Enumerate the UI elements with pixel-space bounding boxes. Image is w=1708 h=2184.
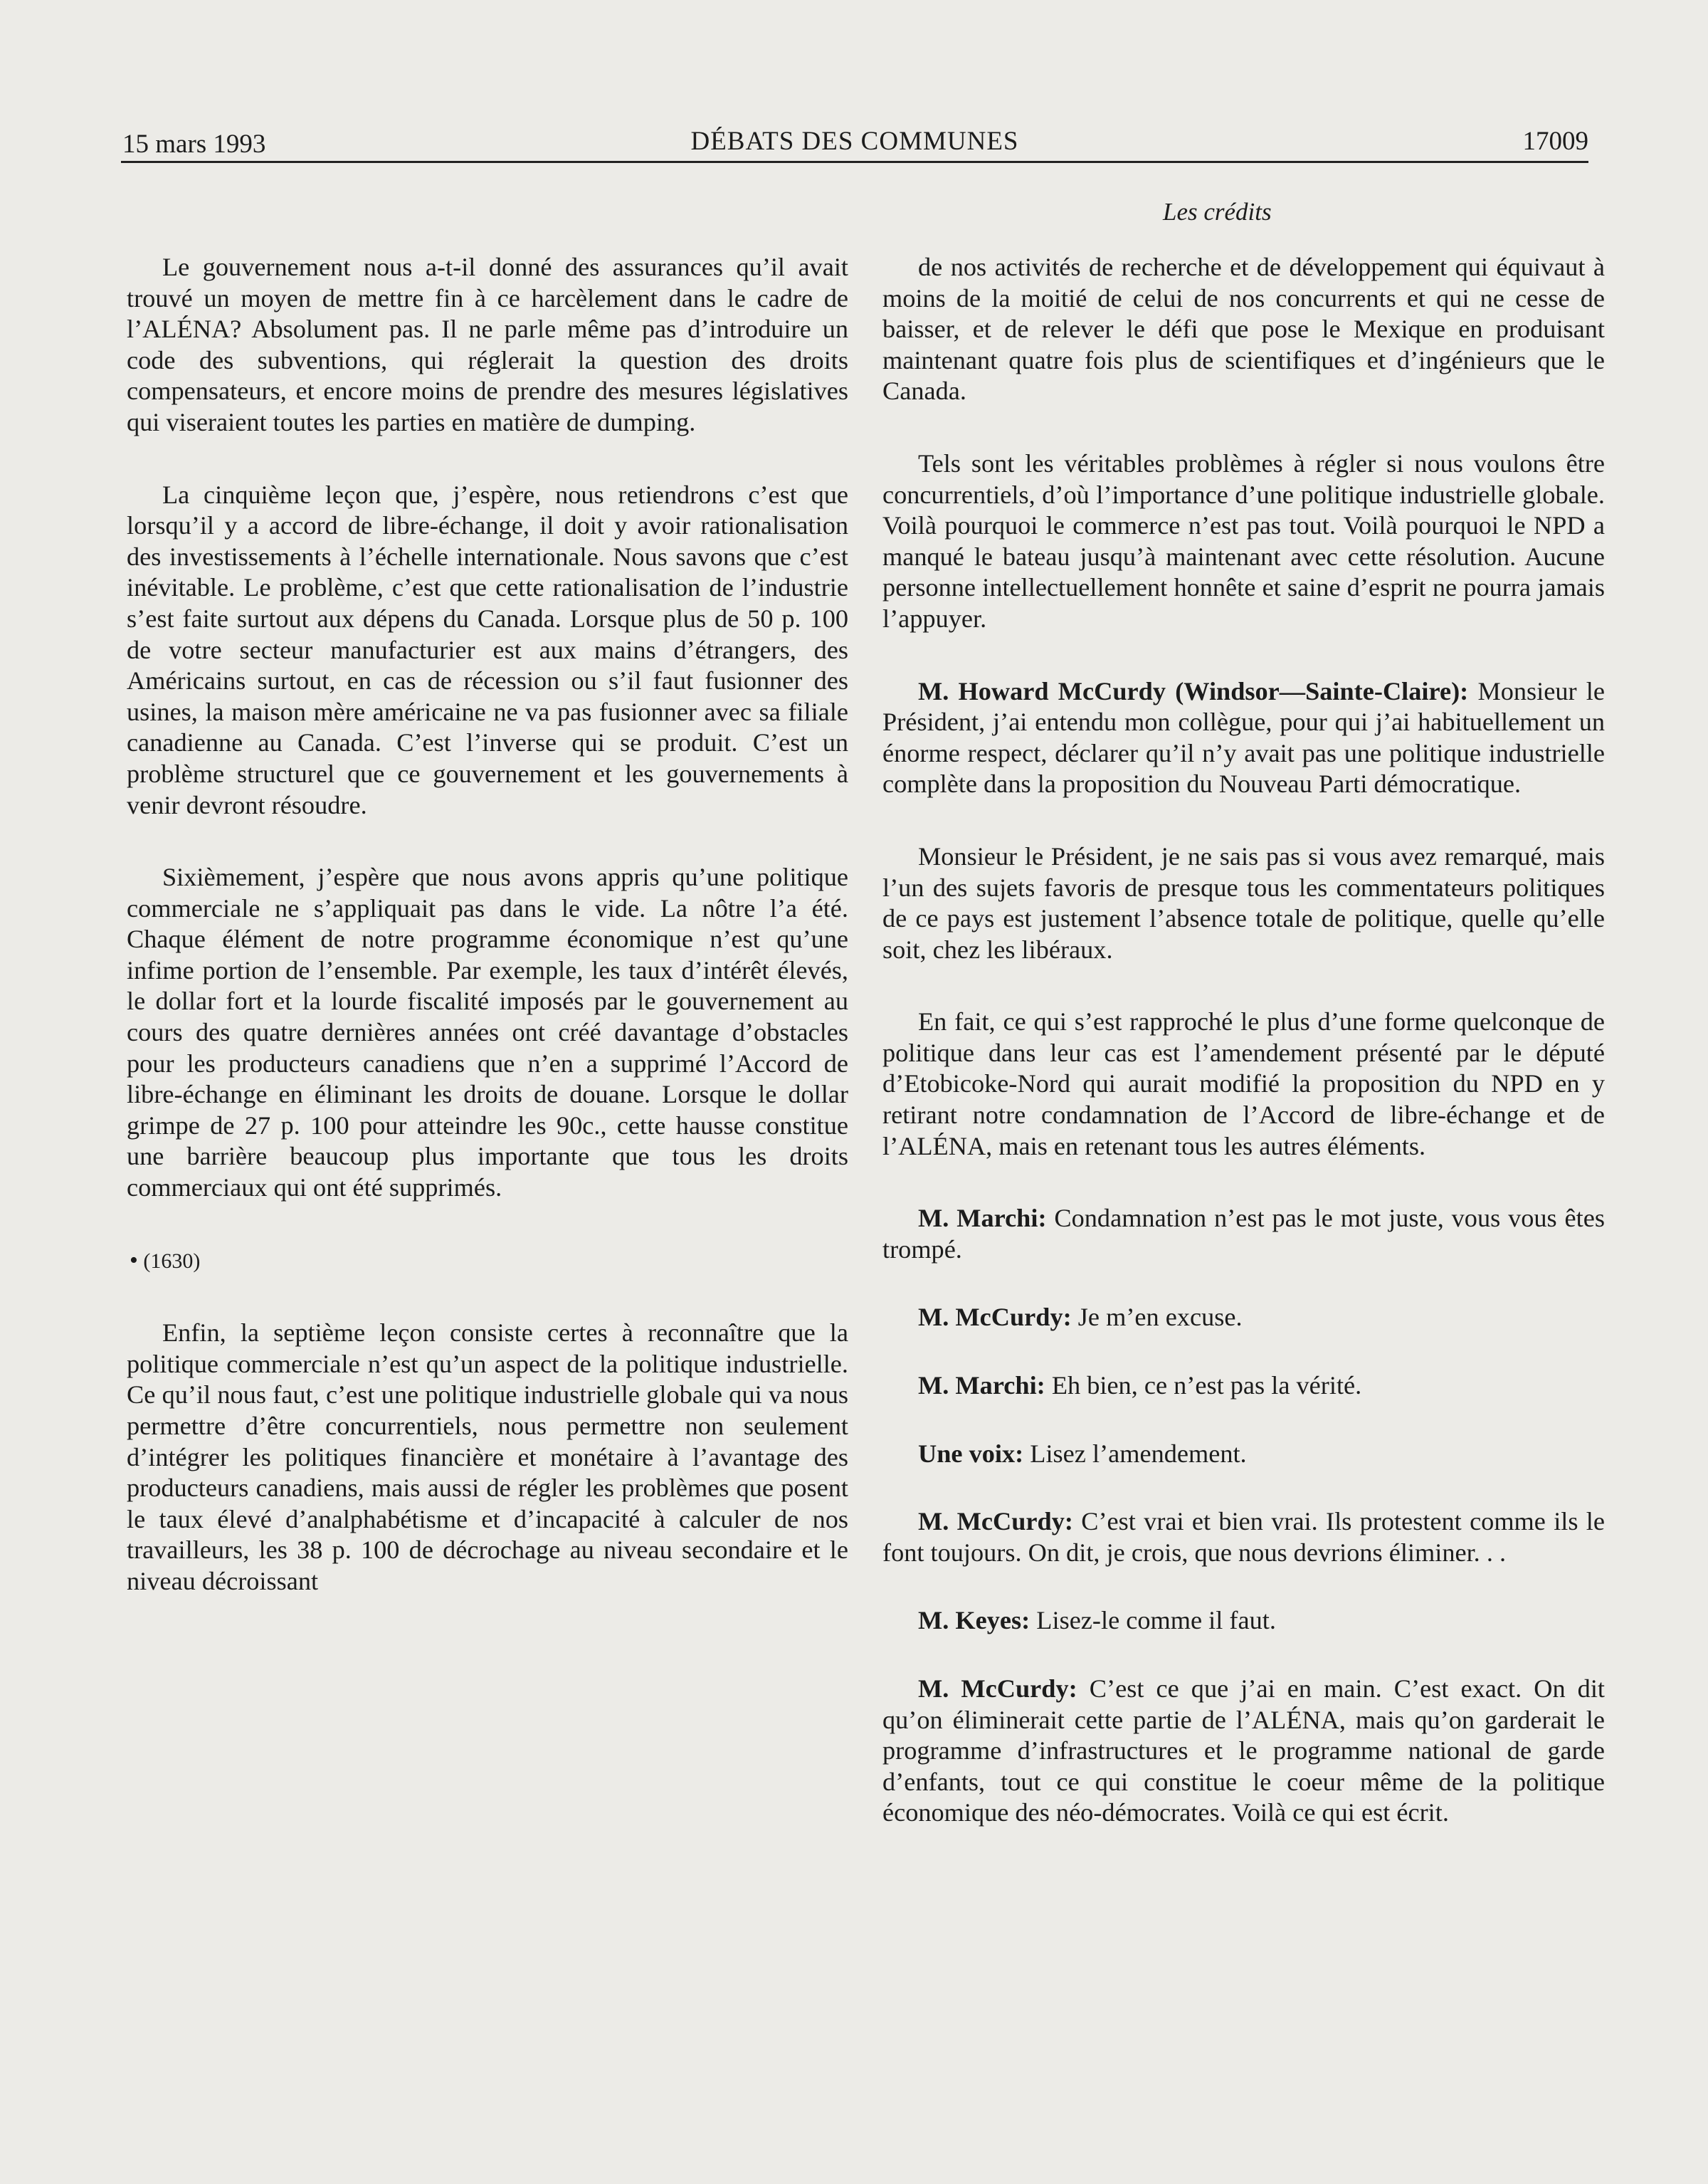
paragraph: Sixièmement, j’espère que nous avons appris qu’une politique commerciale ne s’appliquait pas dans le vide. La nôtre l’a été. Chaque élément de notre programme économique n’est qu’une infime portion de l’ensemble. Par exemple, les taux d’intérêt élevés, le dollar fort et la lourde fiscalité imposés par le gouvernement au cours des quatre dernières années ont créé davantage d’obstacles pour les producteurs canadiens que n’en a supprimé l’Accord de libre-échange en éliminant les droits de douane. Lorsque le dollar grimpe de 27 p. 100 pour atteindre les 90c., cette hausse constitue une barrière beaucoup plus importante que tous les droits commerciaux qui ont été supprimés. [127,863,848,1202]
speech [882,1506,1605,1568]
bullet-icon: • [130,1246,138,1274]
speech-text: Lisez l’amendement. [1023,1439,1247,1468]
speaker-name: M. Marchi: [918,1371,1045,1400]
right-column [882,252,1605,1829]
speech-text: Condamnation n’est pas le mot juste, vous vous êtes trompé. [882,1204,1605,1264]
speech [882,1203,1605,1265]
speech-text: Je m’en excuse. [1071,1303,1243,1332]
paragraph: Enfin, la septième leçon consiste certes à reconnaître que la politique commerciale n’est qu’un aspect de la politique industrielle. Ce qu’il nous faut, c’est une politique industrielle globale qui va nous permettre d’être concurrentiels, nous permettre non seulement d’intégrer les politiques financière et monétaire à l’avantage des producteurs canadiens, mais aussi de régler les problèmes que posent le taux élevé d’analphabétisme et d’incapacité à calculer de nos travailleurs, les 38 p. 100 de décrochage au niveau secondaire et le niveau décroissant [127,1318,848,1595]
speaker-name: M. McCurdy: [918,1674,1077,1703]
speaker-name: M. Howard McCurdy (Windsor—Sainte-Claire): [918,676,1469,705]
speech [882,1674,1605,1829]
speech-text: Monsieur le Président, j’ai entendu mon collègue, pour qui j’ai habituellement un énorme respect, déclarer qu’il n’y avait pas une politique industrielle complète dans la proposition du Nouveau Parti démocratique. [882,676,1605,799]
speaker-name: Une voix: [918,1439,1024,1468]
speech-text: C’est ce que j’ai en main. C’est exact. On dit qu’on éliminerait cette partie de l’ALÉNA, mais qu’on garderait le programme d’infrastructures et le programme national de garde d’enfants, tout ce qui constitue le coeur même de la politique économique des néo-démocrates. Voilà ce qui est écrit. [882,1674,1605,1827]
header-date: 15 mars 1993 [122,130,266,159]
speech [882,1605,1605,1637]
speech [882,1302,1605,1333]
page-header [121,122,1588,163]
paragraph: Tels sont les véritables problèmes à régler si nous voulons être concurrentiels, d’où l’importance d’une politique industrielle globale. Voilà pourquoi le commerce n’est pas tout. Voilà pourquoi le NPD a manqué le bateau jusqu’à maintenant avec cette résolution. Aucune personne intellectuellement honnête et saine d’esprit ne pourra jamais l’appuyer. [882,448,1605,633]
speaker-name: M. McCurdy: [918,1507,1073,1536]
speech [882,1439,1605,1470]
speech-text: Lisez-le comme il faut. [1030,1606,1276,1635]
paragraph: Monsieur le Président, je ne sais pas si vous avez remarqué, mais l’un des sujets favoris de presque tous les commentateurs politiques de ce pays est justement l’absence totale de politique, quelle qu’elle soit, chez les libéraux. [882,841,1605,964]
paragraph: En fait, ce qui s’est rapproché le plus d’une forme quelconque de politique dans leur cas est l’amendement présenté par le député d’Etobicoke-Nord qui aurait modifié la proposition du NPD en y retirant notre condamnation de l’Accord de libre-échange et de l’ALÉNA, mais en retenant tous les autres éléments. [882,1007,1605,1160]
speaker-name: M. McCurdy: [918,1303,1072,1332]
paragraph: La cinquième leçon que, j’espère, nous retiendrons c’est que lorsqu’il y a accord de libre-échange, il doit y avoir rationalisation des investissements à l’échelle internationale. Nous savons que c’est inévitable. Le problème, c’est que cette rationalisation de l’industrie s’est faite surtout aux dépens du Canada. Lorsque plus de 50 p. 100 de votre secteur manufacturier est aux mains d’étrangers, des Américains surtout, en cas de récession ou s’il faut fusionner des usines, la maison mère américaine ne va pas fusionner avec sa filiale canadienne au Canada. C’est l’inverse qui se produit. C’est un problème structurel que ce gouvernement et les gouvernements à venir devront résoudre. [127,480,848,819]
speech [882,1370,1605,1402]
header-title: DÉBATS DES COMMUNES [690,127,1019,156]
header-page-number: 17009 [1522,127,1588,156]
speaker-name: M. Keyes: [918,1606,1030,1635]
speech [882,676,1605,800]
speech-text: C’est vrai et bien vrai. Ils protestent comme ils le font toujours. On dit, je crois, que nous devrions éliminer. . . [882,1507,1606,1567]
section-subheading: Les crédits [1163,198,1272,226]
time-marker-text: (1630) [143,1249,201,1273]
speaker-name: M. Marchi: [918,1204,1047,1233]
speech-text: Eh bien, ce n’est pas la vérité. [1045,1371,1362,1400]
time-marker [127,1245,848,1277]
paragraph: de nos activités de recherche et de développement qui équivaut à moins de la moitié de celui de nos concurrents et qui ne cesse de baisser, et de relever le défi que pose le Mexique en produisant maintenant quatre fois plus de scientifiques et d’ingénieurs que le Canada. [882,253,1605,406]
left-column [127,252,848,1597]
paragraph: Le gouvernement nous a-t-il donné des assurances qu’il avait trouvé un moyen de mettre fin à ce harcèlement dans le cadre de l’ALÉNA? Absolument pas. Il ne parle même pas d’introduire un code des subventions, qui réglerait la question des droits compensateurs, et encore moins de prendre des mesures législatives qui viseraient toutes les parties en matière de dumping. [127,253,848,436]
